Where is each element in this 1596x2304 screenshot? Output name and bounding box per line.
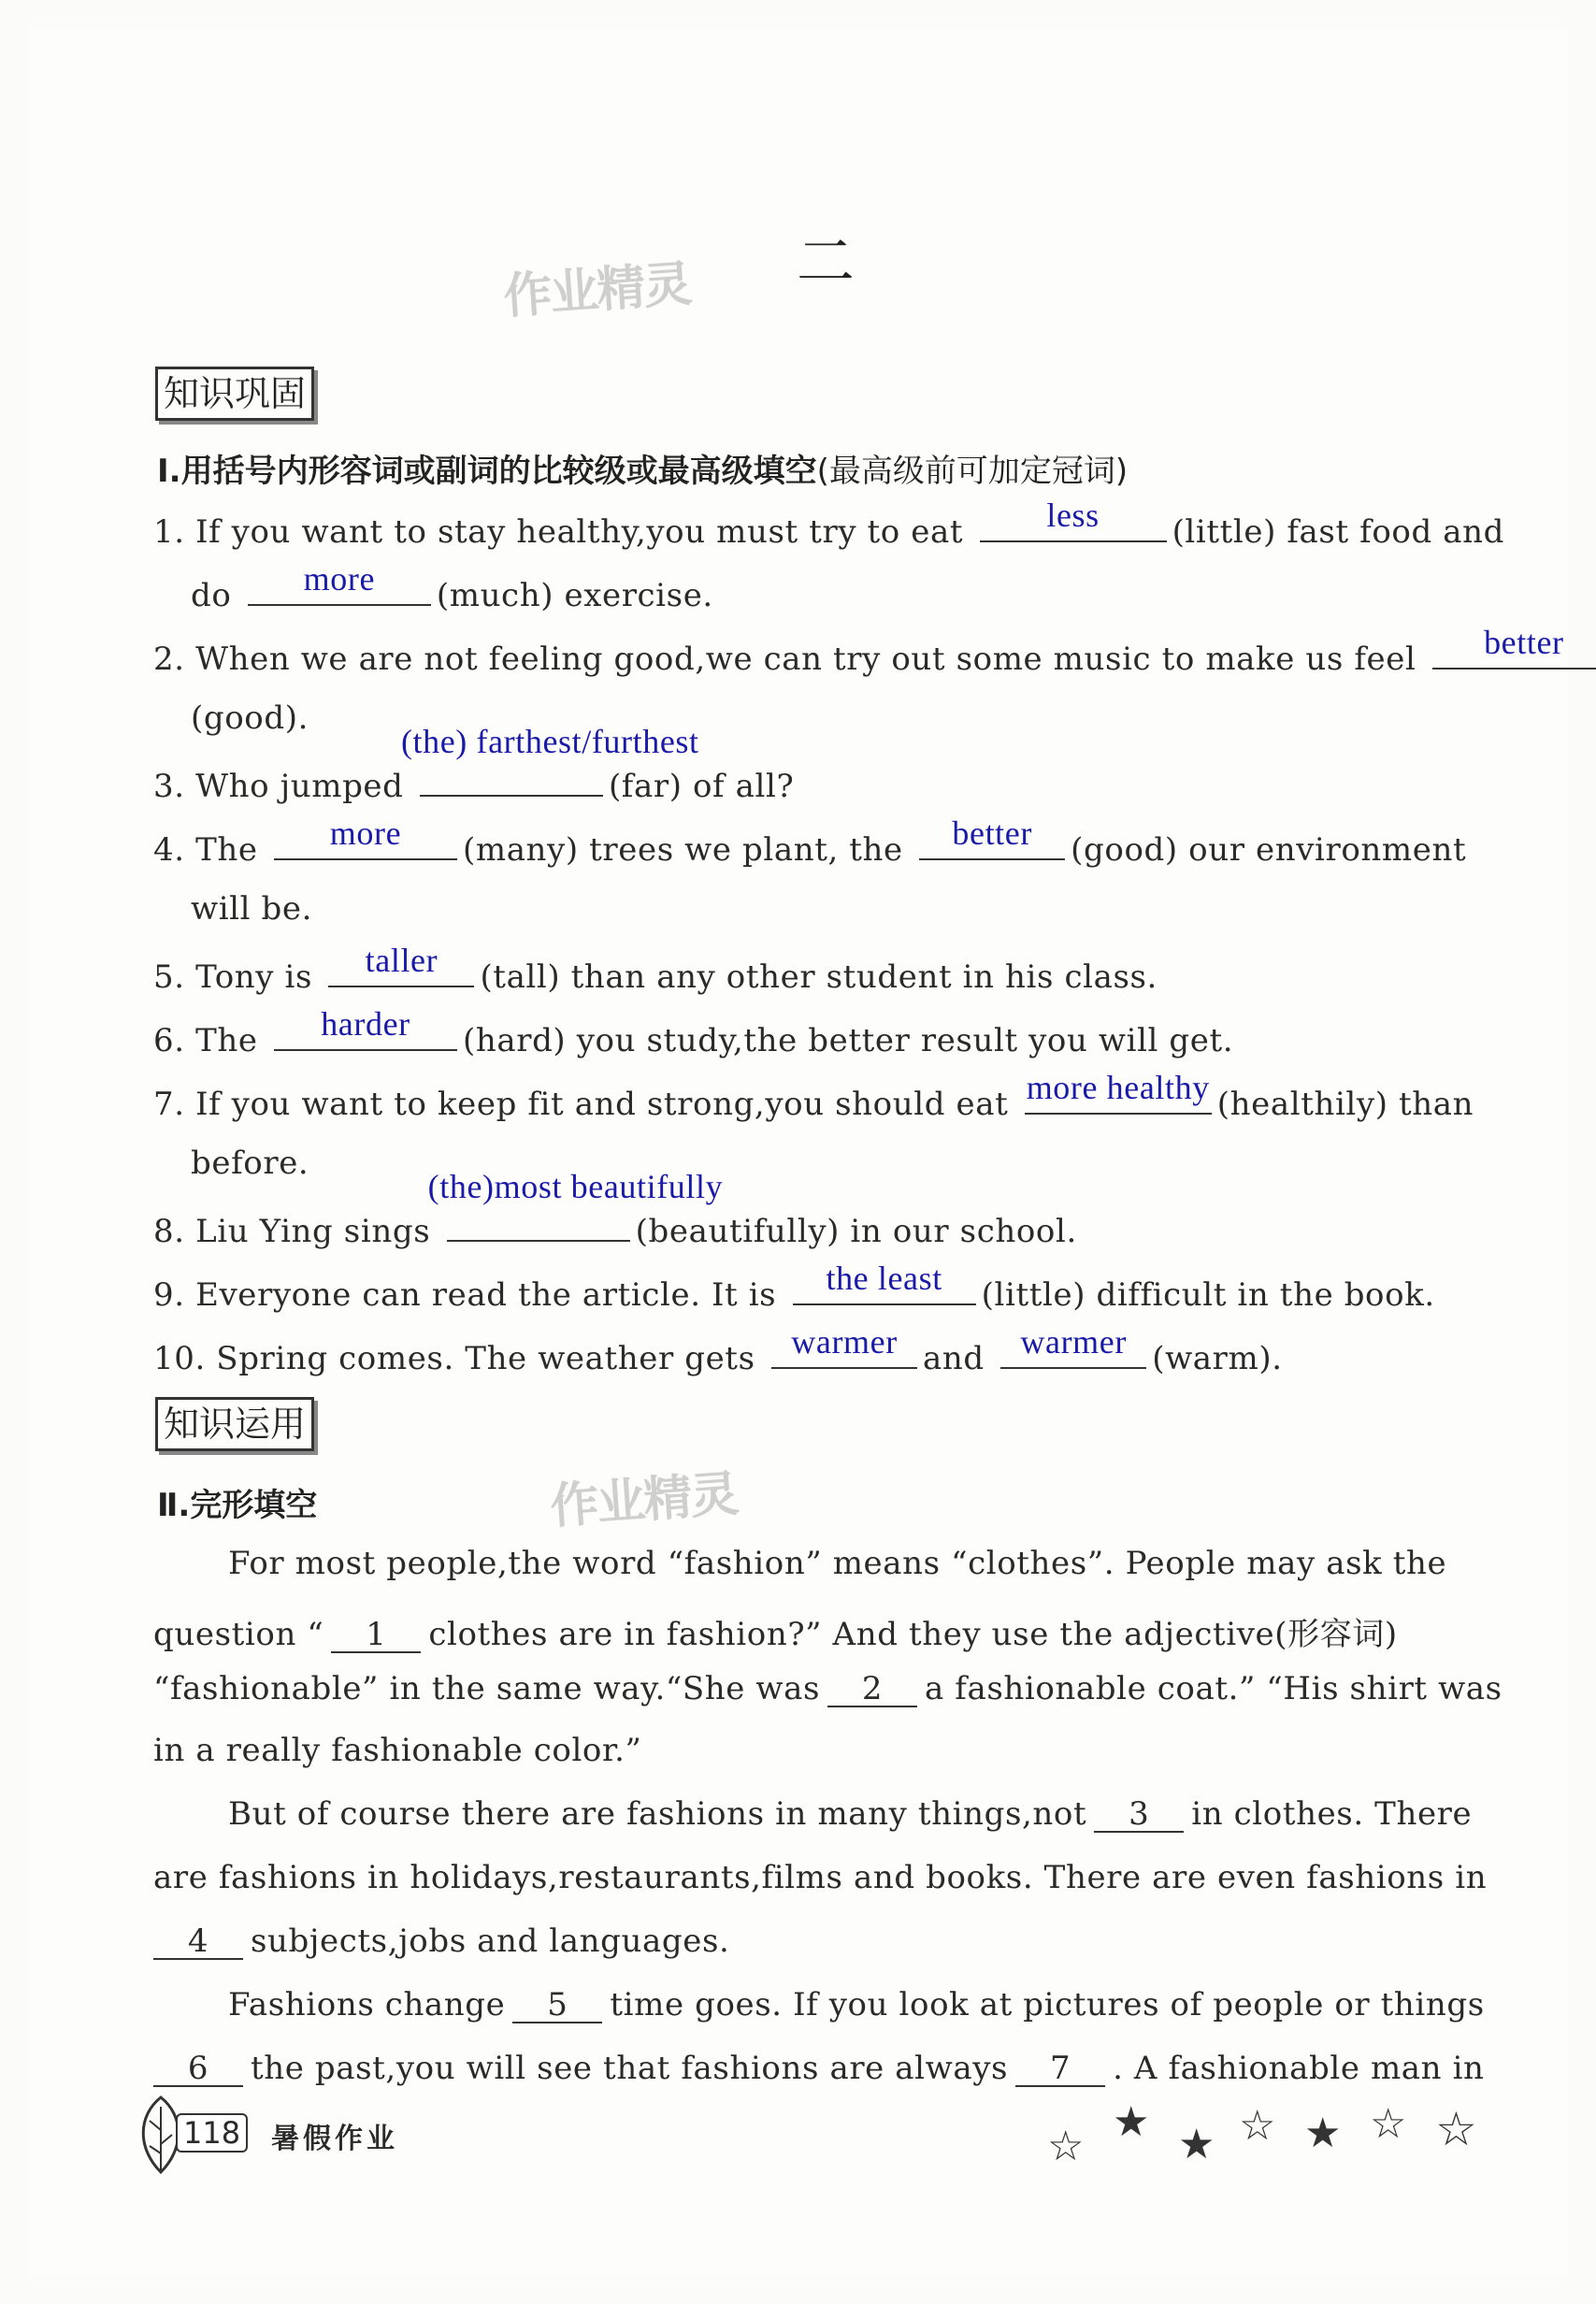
- answer-blank[interactable]: [427, 1168, 724, 1242]
- star-icon: ☆: [1239, 2102, 1276, 2150]
- instruction: 用括号内形容词或副词的比较级或最高级填空: [180, 453, 817, 490]
- question-text: and: [923, 1340, 985, 1377]
- question-text: will be.: [191, 890, 313, 928]
- star-icon: ☆: [1370, 2100, 1407, 2148]
- star-icon: ☆: [1435, 2102, 1477, 2156]
- part-label: Ⅰ.: [157, 453, 181, 490]
- passage-text: the past,you will see that fashions are always: [251, 2050, 1009, 2087]
- answer: warmer: [791, 1323, 898, 1361]
- answer: harder: [321, 1005, 410, 1043]
- answer: less: [1046, 497, 1100, 534]
- question-text: (hard) you study,the better result you will get.: [462, 1022, 1234, 1059]
- question-8: [153, 1168, 1077, 1250]
- question-text: (healthily) than: [1216, 1086, 1474, 1123]
- passage-text: question “: [153, 1616, 324, 1653]
- passage-line: [228, 1986, 1485, 2023]
- cloze-blank[interactable]: 1: [331, 1618, 421, 1653]
- section-label: 知识运用: [155, 1397, 314, 1451]
- answer: the least: [826, 1260, 942, 1297]
- question-number: 7.: [153, 1086, 185, 1123]
- part1-heading: [157, 445, 1128, 491]
- question-text: Everyone can read the article. It is: [195, 1276, 777, 1314]
- passage-line: in a really fashionable color.”: [153, 1732, 642, 1769]
- part2-heading: [157, 1479, 317, 1525]
- passage-text: But of course there are fashions in many things,not: [228, 1795, 1087, 1833]
- question-10: [153, 1323, 1283, 1377]
- question-text: (tall) than any other student in his class.: [480, 958, 1157, 996]
- question-2: [153, 624, 1596, 678]
- answer: better: [1484, 624, 1564, 661]
- star-icon: ☆: [1047, 2123, 1085, 2170]
- watermark: 作业精灵: [501, 256, 693, 325]
- answer: more: [303, 560, 376, 598]
- question-text: (far) of all?: [608, 768, 795, 805]
- question-text: (much) exercise.: [436, 577, 713, 614]
- answer-blank[interactable]: [919, 814, 1065, 860]
- answer-blank[interactable]: [274, 1005, 457, 1051]
- answer: taller: [365, 942, 439, 979]
- question-1-cont: [191, 560, 713, 614]
- question-text: (little) fast food and: [1172, 513, 1504, 551]
- question-text: do: [191, 577, 232, 614]
- answer-blank[interactable]: [1432, 624, 1596, 670]
- passage-text: a fashionable coat.” “His shirt was: [925, 1670, 1503, 1707]
- question-number: 1.: [153, 513, 185, 551]
- question-number: 5.: [153, 958, 185, 996]
- question-6: [153, 1005, 1234, 1059]
- question-text: Tony is: [195, 958, 313, 996]
- passage-line: [228, 1795, 1472, 1833]
- question-1: [153, 497, 1504, 551]
- answer-blank[interactable]: [1000, 1323, 1146, 1369]
- question-number: 9.: [153, 1276, 185, 1314]
- answer-blank[interactable]: [248, 560, 431, 606]
- watermark: 作业精灵: [548, 1466, 740, 1535]
- question-text: Liu Ying sings: [195, 1213, 431, 1250]
- question-text: (little) difficult in the book.: [981, 1276, 1435, 1314]
- question-text: If you want to keep fit and strong,you should eat: [195, 1086, 1009, 1123]
- cloze-blank[interactable]: 3: [1094, 1797, 1184, 1833]
- passage-line: [153, 1608, 1398, 1654]
- question-text: The: [195, 831, 258, 869]
- question-number: 6.: [153, 1022, 185, 1059]
- answer: more healthy: [1026, 1069, 1210, 1106]
- star-icon: ★: [1113, 2098, 1150, 2146]
- instruction: 完形填空: [190, 1487, 318, 1524]
- question-7: [153, 1069, 1474, 1123]
- question-3: [153, 723, 795, 805]
- passage-text: subjects,jobs and languages.: [251, 1922, 730, 1960]
- passage-text: “fashionable” in the same way.“She was: [153, 1670, 820, 1707]
- passage-line: [153, 1670, 1503, 1707]
- question-number: 2.: [153, 641, 185, 678]
- answer-blank[interactable]: [328, 942, 474, 987]
- passage-line: [153, 2050, 1485, 2087]
- question-4-cont: [191, 890, 312, 928]
- answer-blank[interactable]: [980, 497, 1167, 542]
- cloze-blank[interactable]: 2: [827, 1672, 917, 1707]
- question-number: 4.: [153, 831, 185, 869]
- answer: (the)most beautifully: [427, 1168, 724, 1205]
- question-text: When we are not feeling good,we can try out some music to make us feel: [195, 641, 1416, 678]
- passage-text: Fashions change: [228, 1986, 506, 2023]
- passage-text: time goes. If you look at pictures of people or things: [610, 1986, 1485, 2023]
- answer: better: [952, 814, 1032, 852]
- question-text: (warm).: [1152, 1340, 1283, 1377]
- part-label: Ⅱ.: [157, 1487, 191, 1524]
- passage-text: in clothes. There: [1191, 1795, 1473, 1833]
- question-text: The: [195, 1022, 258, 1059]
- question-7-cont: [191, 1145, 309, 1182]
- question-5: [153, 942, 1157, 996]
- answer-blank[interactable]: [1025, 1069, 1212, 1115]
- question-text: (good).: [191, 699, 309, 737]
- question-text: before.: [191, 1145, 309, 1182]
- question-text: (good) our environment: [1071, 831, 1467, 869]
- star-icon: ★: [1178, 2121, 1215, 2168]
- answer: (the) farthest/furthest: [400, 723, 699, 760]
- question-4: [153, 814, 1467, 869]
- passage-text: clothes are in fashion?” And they use the adjective(形容词): [428, 1616, 1398, 1653]
- cloze-blank[interactable]: 5: [512, 1988, 602, 2023]
- question-number: 10.: [153, 1340, 206, 1377]
- question-text: Who jumped: [195, 768, 404, 805]
- book-title: 暑假作业: [271, 2123, 398, 2155]
- cloze-blank[interactable]: 4: [153, 1924, 243, 1960]
- instruction-note: (最高级前可加定冠词): [816, 453, 1129, 490]
- passage-line: are fashions in holidays,restaurants,films and books. There are even fashions in: [153, 1859, 1488, 1896]
- question-text: (many) trees we plant, the: [462, 831, 903, 869]
- answer: more: [329, 814, 402, 852]
- answer: warmer: [1020, 1323, 1127, 1361]
- page-number: 118: [176, 2113, 248, 2153]
- answer-blank[interactable]: [793, 1260, 976, 1305]
- unit-title: 二: [797, 227, 859, 295]
- question-number: 3.: [153, 768, 185, 805]
- question-number: 8.: [153, 1213, 185, 1250]
- answer-blank[interactable]: [771, 1323, 917, 1369]
- passage-line: For most people,the word “fashion” means “clothes”. People may ask the: [228, 1545, 1447, 1582]
- question-text: If you want to stay healthy,you must try to eat: [195, 513, 964, 551]
- star-icon: ★: [1304, 2110, 1342, 2157]
- passage-text: . A fashionable man in: [1113, 2050, 1485, 2087]
- question-text: Spring comes. The weather gets: [216, 1340, 755, 1377]
- passage-line: [153, 1922, 729, 1960]
- cloze-blank[interactable]: 6: [153, 2052, 243, 2087]
- question-text: (beautifully) in our school.: [635, 1213, 1077, 1250]
- answer-blank[interactable]: [274, 814, 457, 860]
- answer-blank[interactable]: [400, 723, 699, 797]
- question-9: [153, 1260, 1435, 1314]
- question-2-cont: [191, 699, 309, 737]
- cloze-blank[interactable]: 7: [1015, 2052, 1105, 2087]
- section-label: 知识巩固: [155, 367, 314, 421]
